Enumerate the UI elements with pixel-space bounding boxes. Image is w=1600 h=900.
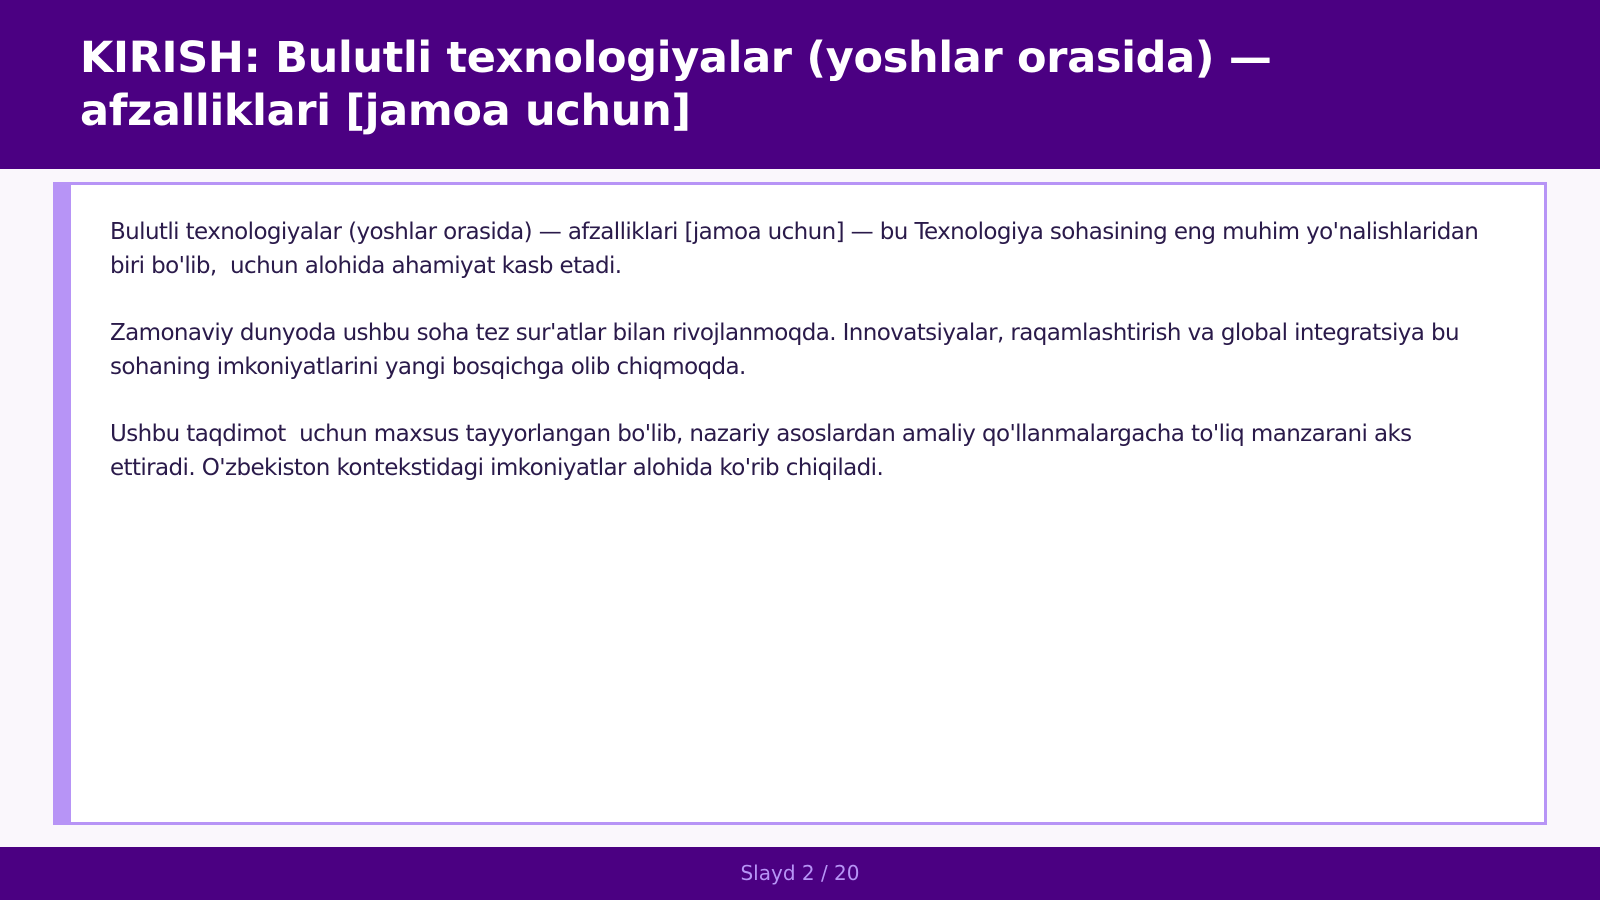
paragraph-intro: Bulutli texnologiyalar (yoshlar orasida) — afzalliklari [jamoa uchun] — bu Texnologiya sohasining eng muhim yo'nalishlaridan biri bo'lib, uchun alohida ahamiyat kasb etadi. [110, 219, 1485, 279]
content-card [53, 182, 1547, 825]
paragraph-presentation-purpose: Ushbu taqdimot uchun maxsus tayyorlangan bo'lib, nazariy asoslardan amaliy qo'llanmalargacha to'liq manzarani aks ettiradi. O'zbekiston kontekstidagi imkoniyatlar alohida ko'rib chiqiladi. [110, 421, 1419, 481]
slide-footer [0, 847, 1600, 900]
paragraph-modern-world: Zamonaviy dunyoda ushbu soha tez sur'atlar bilan rivojlanmoqda. Innovatsiyalar, raqamlashtirish va global integratsiya bu sohaning imkoniyatlarini yangi bosqichga olib chiqmoqda. [110, 320, 1466, 380]
slide-header [0, 0, 1600, 169]
slide-title: KIRISH: Bulutli texnologiyalar (yoshlar orasida) — afzalliklari [jamoa uchun] [80, 33, 1272, 136]
slide-counter: Slayd 2 / 20 [740, 861, 860, 885]
